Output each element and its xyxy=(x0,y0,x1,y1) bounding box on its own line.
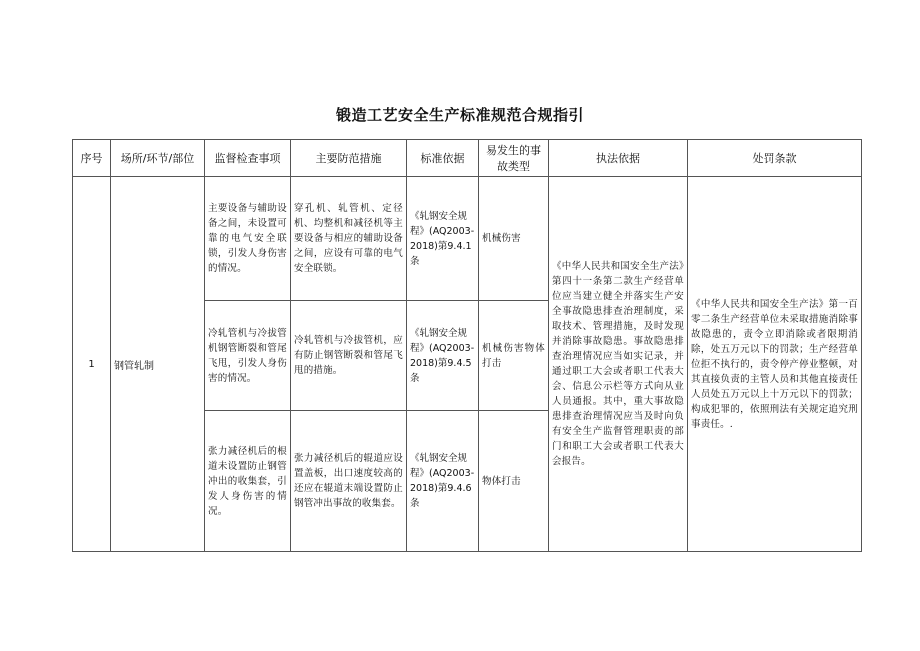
standard-cell: 《轧钢安全规程》(AQ2003-2018)第9.4.5条 xyxy=(407,301,479,411)
seq-cell: 1 xyxy=(73,177,111,552)
measures-cell: 冷轧管机与冷拔管机，应有防止钢管断裂和管尾飞甩的措施。 xyxy=(291,301,407,411)
accident-cell: 机械伤害 xyxy=(479,177,549,301)
penalty-cell: 《中华人民共和国安全生产法》第一百零二条生产经营单位未采取措施消除事故隐患的，责令立即消除或者限期消除，处五万元以下的罚款；生产经营单位拒不执行的，责令停产停业整顿，对其直接负责的主管人员和其他直接责任人员处五万元以上十万元以下的罚款；构成犯罪的，依照刑法有关规定追究刑事责任。. xyxy=(688,177,862,552)
table-row xyxy=(73,177,862,301)
place-cell: 钢管轧制 xyxy=(111,177,205,552)
header-standard: 标准依据 xyxy=(407,140,479,177)
header-seq: 序号 xyxy=(73,140,111,177)
standard-cell: 《轧钢安全规程》(AQ2003-2018)第9.4.1条 xyxy=(407,177,479,301)
law-cell: 《中华人民共和国安全生产法》第四十一条第二款生产经营单位应当建立健全并落实生产安全事故隐患排查治理制度，采取技术、管理措施，及时发现并消除事故隐患。事故隐患排查治理情况应当如实记录，并通过职工大会或者职工代表大会、信息公示栏等方式向从业人员通报。其中，重大事故隐患排查治理情况应当及时向负有安全生产监督管理职责的部门和职工大会或者职工代表大会报告。 xyxy=(549,177,688,552)
measures-cell: 张力减径机后的辊道应设置盖板，出口速度较高的还应在辊道末端设置防止钢管冲出事故的收集套。 xyxy=(291,411,407,552)
header-row xyxy=(73,140,862,177)
inspection-cell: 主要设备与辅助设备之间，未设置可靠的电气安全联锁，引发人身伤害的情况。 xyxy=(205,177,291,301)
compliance-table xyxy=(72,139,862,552)
header-measures: 主要防范措施 xyxy=(291,140,407,177)
standard-cell: 《轧钢安全规程》(AQ2003-2018)第9.4.6条 xyxy=(407,411,479,552)
header-place: 场所/环节/部位 xyxy=(111,140,205,177)
accident-cell: 物体打击 xyxy=(479,411,549,552)
page-title: 锻造工艺安全生产标准规范合规指引 xyxy=(335,106,584,124)
inspection-cell: 张力减径机后的根道未设置防止钢管冲出的收集套，引发人身伤害的情况。 xyxy=(205,411,291,552)
measures-cell: 穿孔机、轧管机、定径机、均整机和减径机等主要设备与相应的辅助设备之间，应设有可靠的电气安全联锁。 xyxy=(291,177,407,301)
header-penalty: 处罚条款 xyxy=(688,140,862,177)
inspection-cell: 冷轧管机与冷拔管机钢管断裂和管尾飞甩，引发人身伤害的情况。 xyxy=(205,301,291,411)
accident-cell: 机械伤害物体打击 xyxy=(479,301,549,411)
header-law: 执法依据 xyxy=(549,140,688,177)
header-accident: 易发生的事故类型 xyxy=(479,140,549,177)
header-inspection: 监督检查事项 xyxy=(205,140,291,177)
